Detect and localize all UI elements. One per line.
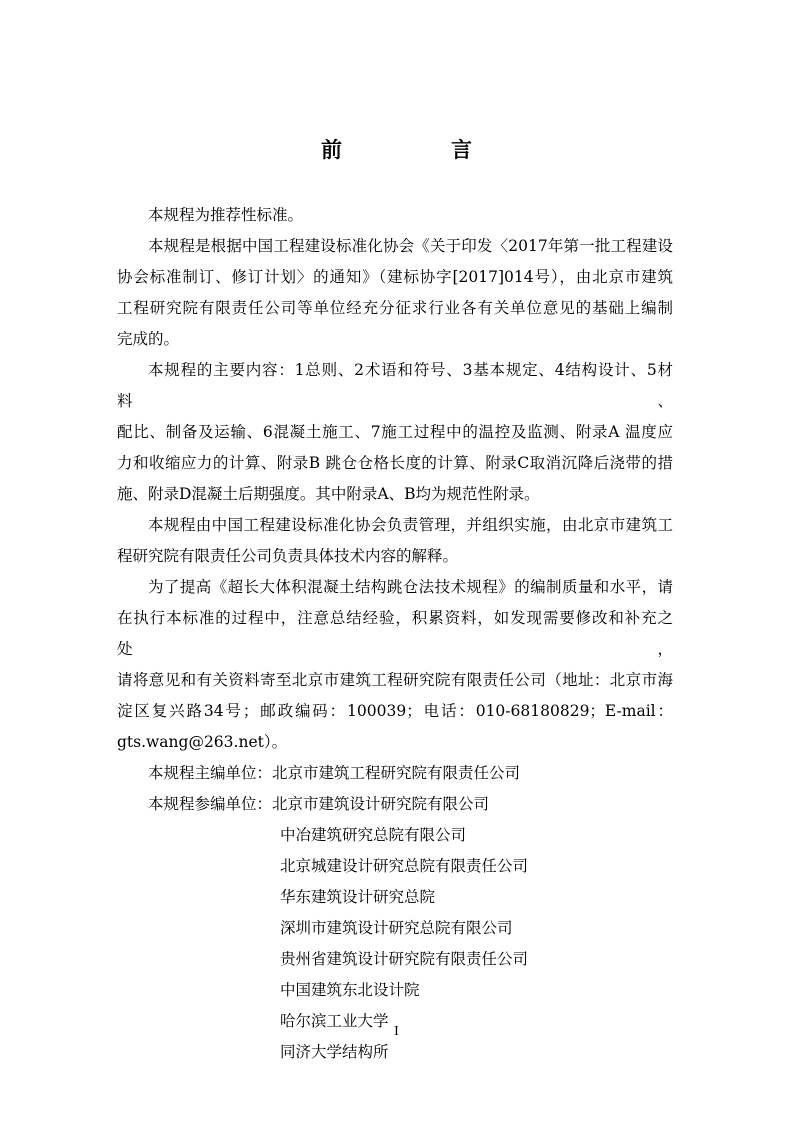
paragraph-contents (117, 355, 673, 510)
participant-item: 中冶建筑研究总院有限公司 (280, 826, 467, 844)
participants-label: 本规程参编单位：北京市建筑设计研究院有限公司 (148, 795, 490, 813)
paragraph-line: 为了提高《超长大体积混凝土结构跳仓法技术规程》的编制质量和水平，请 (148, 578, 673, 596)
paragraph-management (117, 510, 673, 572)
paragraph-line: 力和收缩应力的计算、附录B 跳仓仓格长度的计算、附录C取消沉降后浇带的措 (117, 454, 673, 472)
paragraph-line: 完成的。 (117, 330, 180, 348)
paragraph-standard-type (117, 200, 673, 231)
participant-item: 深圳市建筑设计研究总院有限公司 (280, 919, 513, 937)
paragraph-line: 本规程是根据中国工程建设标准化协会《关于印发〈2017年第一批工程建设 (148, 237, 673, 255)
paragraph-line: 在执行本标准的过程中，注意总结经验，积累资料，如发现需要修改和补充之处， (117, 609, 673, 658)
participant-item: 同济大学结构所 (280, 1043, 389, 1061)
participant-item: 哈尔滨工业大学 (280, 1012, 389, 1030)
paragraph-text: 本规程为推荐性标准。 (148, 206, 304, 224)
paragraph-line: 配比、制备及运输、6混凝土施工、7施工过程中的温控及监测、附录A 温度应 (117, 423, 673, 441)
paragraph-line: 请将意见和有关资料寄至北京市建筑工程研究院有限责任公司（地址：北京市海 (117, 671, 673, 689)
participant-item: 华东建筑设计研究总院 (280, 888, 436, 906)
paragraph-line: 本规程由中国工程建设标准化协会负责管理，并组织实施，由北京市建筑工 (148, 516, 673, 534)
chief-editor-unit (117, 758, 673, 789)
document-body (117, 200, 673, 1068)
paragraph-line: 本规程的主要内容：1总则、2术语和符号、3基本规定、4结构设计、5材料、 (117, 361, 673, 410)
page-title: 前 言 (321, 137, 516, 162)
paragraph-line: 施、附录D混凝土后期强度。其中附录A、B均为规范性附录。 (117, 485, 540, 503)
paragraph-basis (117, 231, 673, 355)
page-number: I (394, 1024, 399, 1039)
contact-email: gts.wang@263.net）。 (117, 733, 288, 751)
paragraph-line: 协会标准制订、修订计划〉的通知》（建标协字[2017]014号），由北京市建筑 (117, 268, 673, 286)
chief-editor-text: 本规程主编单位：北京市建筑工程研究院有限责任公司 (148, 764, 521, 782)
participant-item: 中国建筑东北设计院 (280, 981, 420, 999)
paragraph-line: 工程研究院有限责任公司等单位经充分征求行业各有关单位意见的基础上编制 (117, 299, 673, 317)
paragraph-line: 淀区复兴路34号；邮政编码：100039；电话：010-68180829；E-mail： (117, 702, 673, 720)
participant-item: 贵州省建筑设计研究院有限责任公司 (280, 950, 529, 968)
paragraph-line: 程研究院有限责任公司负责具体技术内容的解释。 (117, 547, 459, 565)
paragraph-feedback (117, 572, 673, 758)
participant-item: 北京城建设计研究总院有限责任公司 (280, 857, 529, 875)
